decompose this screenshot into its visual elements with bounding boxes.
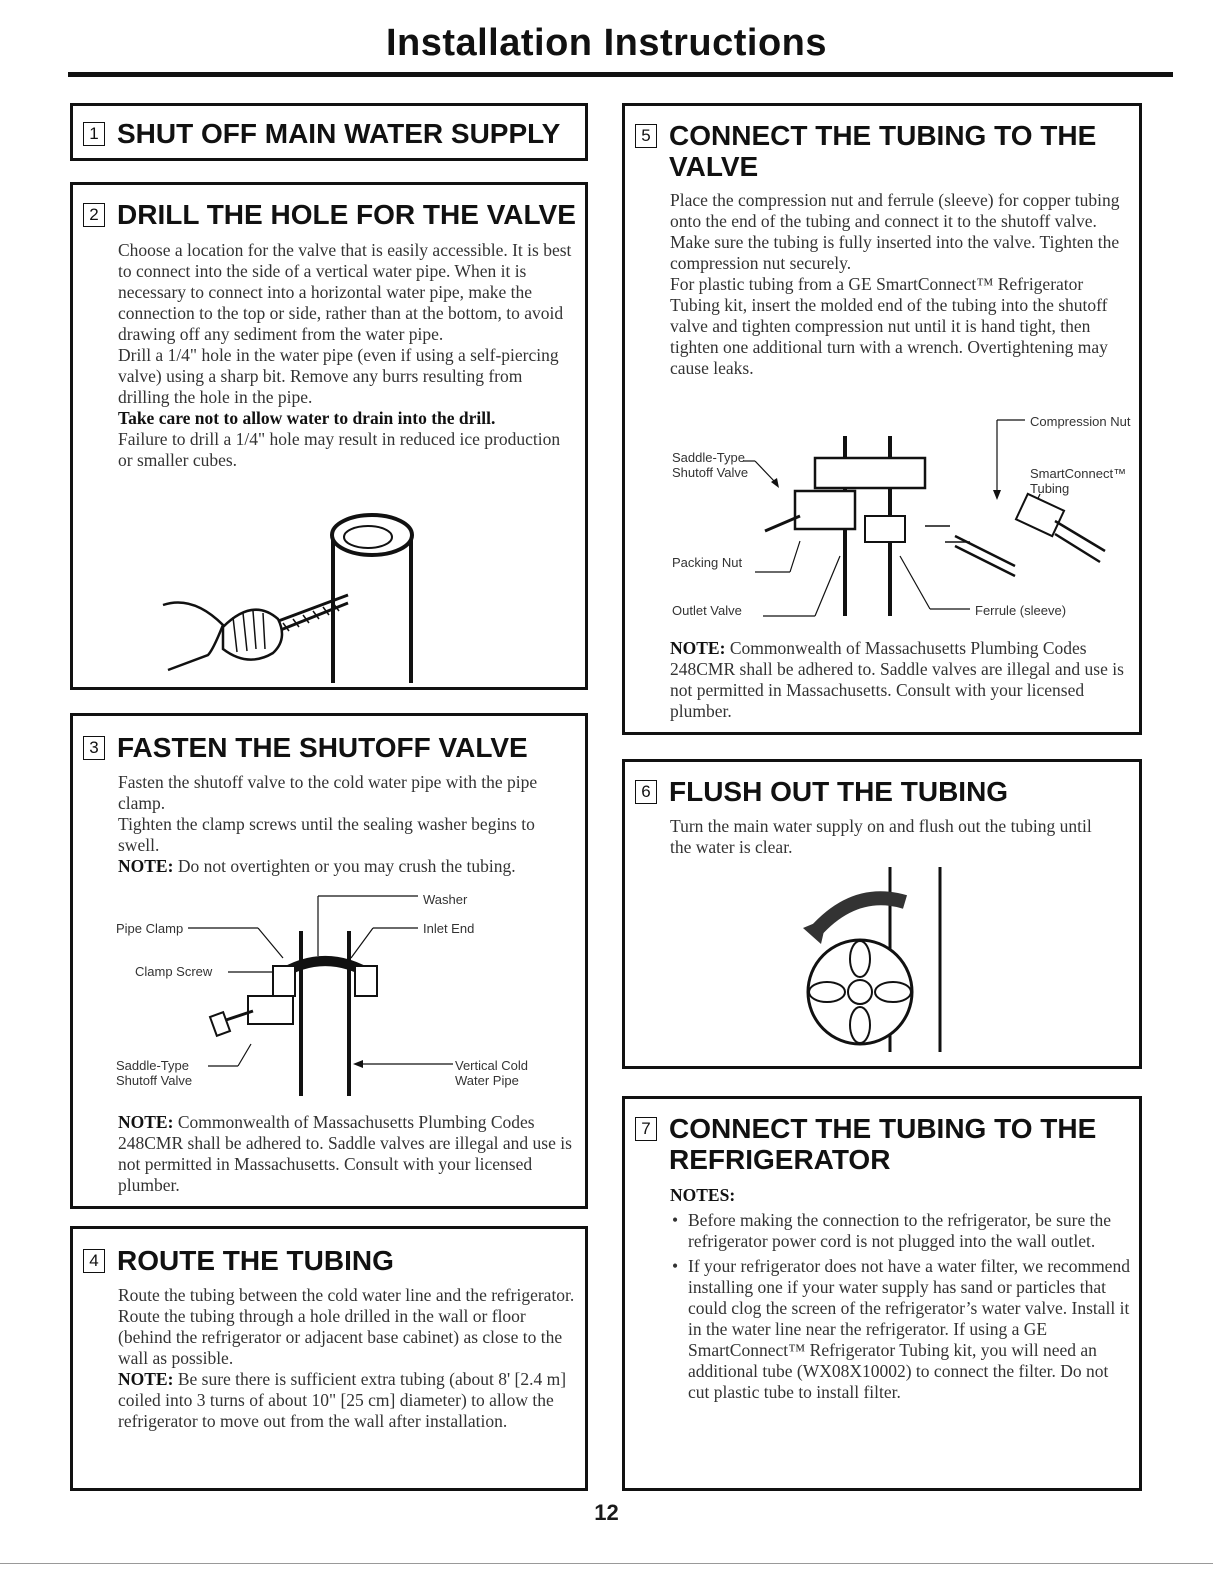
label-smartconnect-tubing: SmartConnect™ Tubing [1030, 466, 1127, 496]
note-text: Be sure there is sufficient extra tubing (about 8' [2.4 m] coiled into 3 turns of about 10" [25 cm] diameter) to allow the refrigerator to move out from the wall after installation. [118, 1369, 567, 1431]
step3-heading [83, 732, 528, 763]
step6-heading [635, 776, 1008, 807]
step-number: 6 [635, 780, 657, 804]
step2-paragraph: Drill a 1/4" hole in the water pipe (even if using a self-piercing valve) using a sharp bit. Remove any burrs resulting from drilling the hole in the pipe. [118, 345, 559, 407]
step4-heading-text: ROUTE THE TUBING [117, 1245, 394, 1276]
step1-heading [83, 118, 560, 149]
title-divider [68, 72, 1173, 77]
step4-paragraph: Route the tubing through a hole drilled in the wall or floor (behind the refrigerator or adjacent base cabinet) as close to the wall as possible. [118, 1306, 563, 1368]
label-vertical-cold-pipe: Vertical Cold Water Pipe [455, 1058, 528, 1088]
step7-box [622, 1096, 1142, 1491]
step3-paragraph: Fasten the shutoff valve to the cold water pipe with the pipe clamp. [118, 772, 538, 813]
step2-heading [83, 199, 576, 230]
step1-box [70, 103, 588, 161]
step-number: 1 [83, 122, 105, 146]
step7-heading-text-line2: REFRIGERATOR [669, 1144, 891, 1175]
step4-note [118, 1369, 578, 1432]
list-item: • Before making the connection to the refrigerator, be sure the refrigerator power cord is not plugged into the wall outlet. [670, 1210, 1132, 1252]
step3-paragraph: Tighten the clamp screws until the sealing washer begins to swell. [118, 814, 535, 855]
step1-heading-text: SHUT OFF MAIN WATER SUPPLY [117, 118, 561, 149]
label-clamp-screw: Clamp Screw [135, 964, 213, 979]
label-compression-nut: Compression Nut [1030, 414, 1131, 429]
list-item: • If your refrigerator does not have a water filter, we recommend installing one if your water supply has sand or particles that could clog the screen of the refrigerator’s water valve. Install it in the water line near the refrigerator. If using a GE SmartConnect™ Refrigerator Tubing kit, you will need an additional tube (WX08X10002) to connect the filter. Do not cut plastic tube to install filter. [670, 1256, 1132, 1403]
label-inlet-end: Inlet End [423, 921, 475, 936]
step5-paragraph: Make sure the tubing is fully inserted into the valve. Tighten the compression nut securely. [670, 232, 1120, 273]
note-label: NOTE: [670, 638, 726, 658]
note-text: Do not overtighten or you may crush the tubing. [177, 856, 516, 876]
label-washer: Washer [423, 892, 468, 907]
shutoff-valve-illustration [73, 896, 591, 1096]
step-number: 3 [83, 736, 105, 760]
note-label: NOTE: [118, 1369, 174, 1389]
note-text: Commonwealth of Massachusetts Plumbing Codes 248CMR shall be adhered to. Saddle valves are illegal and use is not permitted in Massachusetts. Consult with your licensed plumber. [670, 638, 1124, 721]
step2-paragraph: Failure to drill a 1/4" hole may result in reduced ice production or smaller cubes. [118, 429, 561, 470]
step4-box [70, 1226, 588, 1491]
step3-heading-text: FASTEN THE SHUTOFF VALVE [117, 732, 528, 763]
step6-heading-text: FLUSH OUT THE TUBING [669, 776, 1009, 807]
step-number: 2 [83, 203, 105, 227]
label-ferrule: Ferrule (sleeve) [975, 603, 1067, 618]
tubing-connection-illustration [625, 406, 1145, 626]
step-number: 5 [635, 124, 657, 148]
step3-box [70, 713, 588, 1209]
step5-heading-text: CONNECT THE TUBING TO THE [669, 120, 1097, 151]
step2-heading-text: DRILL THE HOLE FOR THE VALVE [117, 199, 576, 230]
label-saddle-type: Saddle-Type Shutoff Valve [672, 450, 749, 480]
bottom-divider [0, 1563, 1213, 1564]
label-pipe-clamp: Pipe Clamp [116, 921, 184, 936]
step5-paragraph: For plastic tubing from a GE SmartConnect™ Refrigerator Tubing kit, insert the molded end of the tubing into the shutoff valve and tighten compression nut until it is hand tight, then tighten one additional turn with a wrench. Overtightening may cause leaks. [670, 274, 1108, 378]
step-number: 7 [635, 1117, 657, 1141]
page-number: 12 [594, 1500, 619, 1525]
step2-box [70, 182, 588, 690]
step3-body [118, 772, 573, 877]
step2-paragraph: Choose a location for the valve that is easily accessible. It is best to connect into the side of a vertical water pipe. When it is necessary to connect into a horizontal water pipe, make the connection to the top or side, rather than at the bottom, to avoid drawing off any sediment from the water pipe. [118, 240, 572, 344]
valve-handle-turn-illustration [785, 862, 985, 1062]
step3-massachusetts-note [118, 1112, 573, 1196]
step5-heading-text-line2: VALVE [669, 151, 759, 182]
step7-heading-text: CONNECT THE TUBING TO THE [669, 1113, 1097, 1144]
step-number: 4 [83, 1249, 105, 1273]
step2-warning: Take care not to allow water to drain into the drill. [118, 408, 496, 428]
label-outlet-valve: Outlet Valve [672, 603, 742, 618]
label-saddle-type: Saddle-Type Shutoff Valve [116, 1058, 193, 1088]
step5-paragraph: Place the compression nut and ferrule (sleeve) for copper tubing onto the end of the tubing and connect it to the shutoff valve. [670, 190, 1120, 231]
step4-heading [83, 1245, 394, 1276]
step5-massachusetts-note [670, 638, 1132, 722]
label-packing-nut: Packing Nut [672, 555, 743, 570]
step6-body [670, 816, 1110, 858]
step4-paragraph: Route the tubing between the cold water line and the refrigerator. [118, 1285, 575, 1305]
step7-body [670, 1185, 1132, 1403]
step6-paragraph: Turn the main water supply on and flush out the tubing until the water is clear. [670, 816, 1092, 857]
step2-body [118, 240, 573, 471]
step5-heading [635, 120, 1096, 182]
step7-notes-label: NOTES: [670, 1185, 736, 1205]
step3-note [118, 856, 573, 877]
step7-heading [635, 1113, 1096, 1175]
note-label: NOTE: [118, 856, 174, 876]
note-text: Commonwealth of Massachusetts Plumbing Codes 248CMR shall be adhered to. Saddle valves are illegal and use is not permitted in Massachusetts. Consult with your licensed plumber. [118, 1112, 572, 1195]
step4-body [118, 1285, 578, 1432]
step6-box [622, 759, 1142, 1069]
drill-into-pipe-illustration [163, 505, 513, 685]
note-label: NOTE: [118, 1112, 174, 1132]
page-title: Installation Instructions [385, 22, 828, 64]
step7-notes-list [670, 1210, 1132, 1403]
step5-box [622, 103, 1142, 735]
step5-body [670, 190, 1132, 379]
